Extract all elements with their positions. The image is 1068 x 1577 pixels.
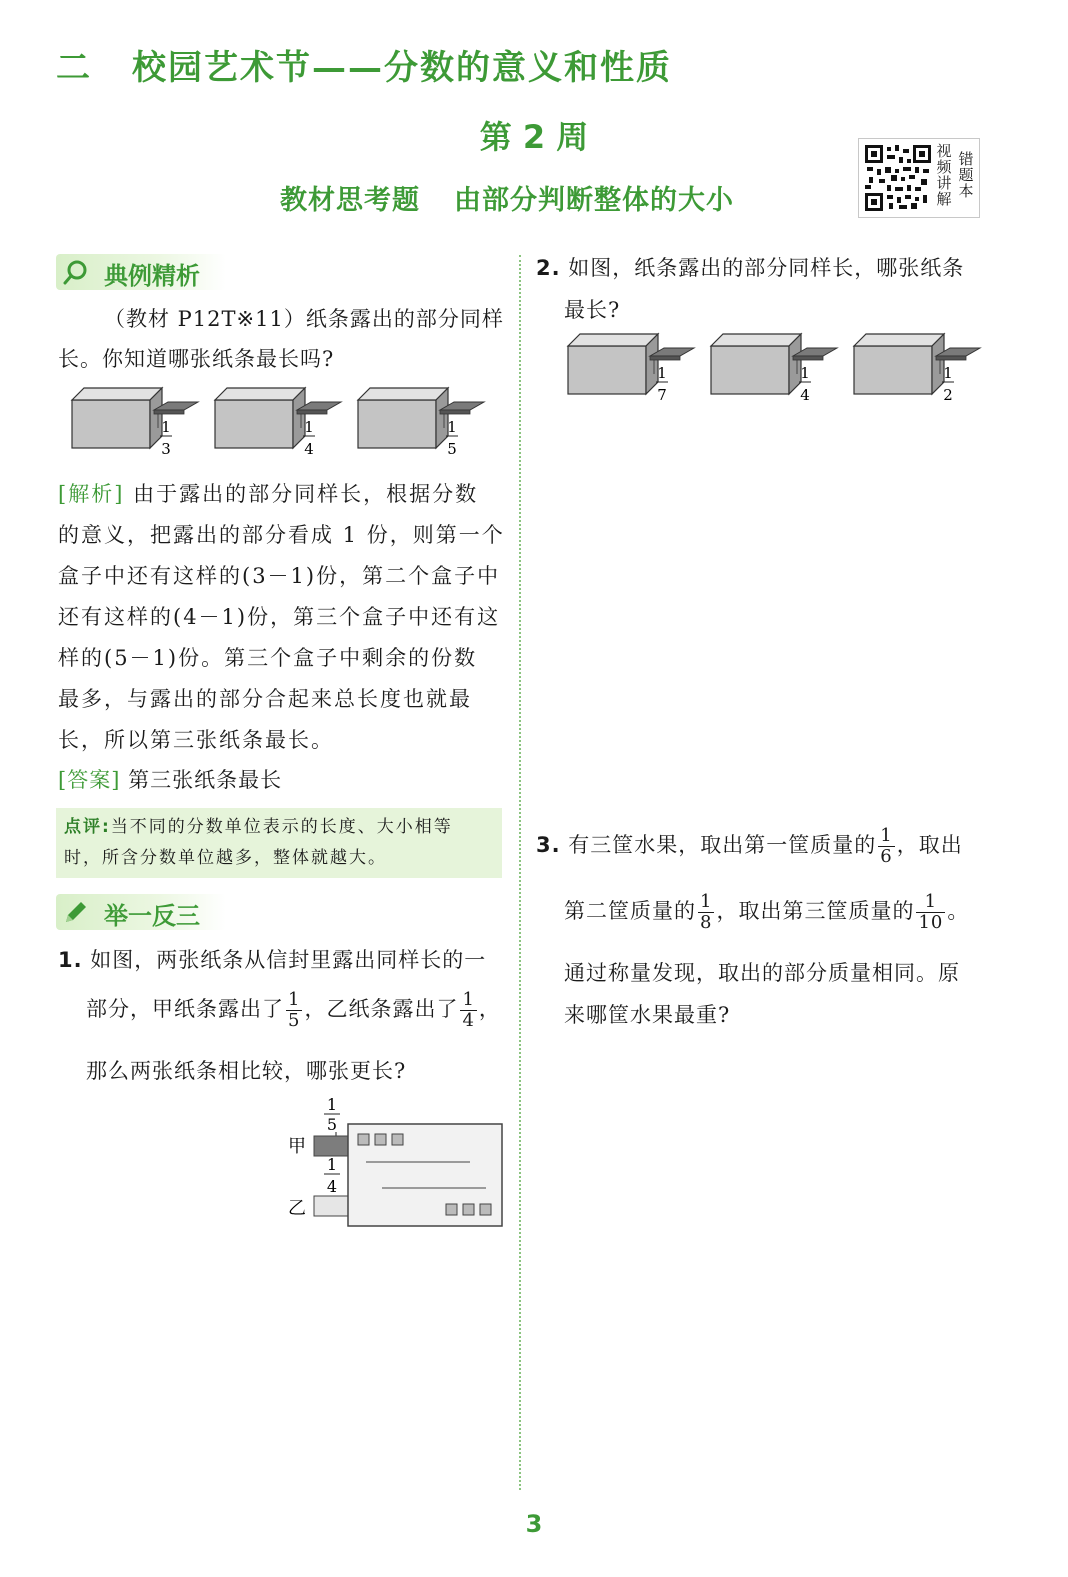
analysis-line: 盒子中还有这样的(3－1)份，第二个盒子中: [58, 564, 501, 588]
fraction-numerator: 1: [161, 418, 171, 436]
q3-number: 3.: [536, 833, 561, 857]
q1-line-1: 1. 如图，两张纸条从信封里露出同样长的一: [58, 948, 487, 972]
q1-line-2: 部分，甲纸条露出了 $\frac{1}{5}$ ，乙纸条露出了 $\frac{1}{4}$ ，: [86, 989, 501, 1031]
example-boxes-figure: [68, 384, 508, 474]
fraction-denominator: 2: [943, 386, 953, 404]
q2-number: 2.: [536, 256, 561, 280]
analysis-line: 由于露出的部分同样长，根据分数: [133, 482, 479, 506]
q3-line-3: 通过称量发现，取出的部分质量相同。原: [564, 961, 960, 985]
label-jia: 甲: [288, 1136, 306, 1157]
pencil-icon: [62, 898, 90, 926]
section-header-example: [56, 254, 226, 290]
fig-frac-yi-den: 4: [326, 1177, 338, 1196]
unit-title: [56, 40, 672, 89]
q2-box: [568, 334, 694, 404]
page-number: 3: [525, 1510, 543, 1538]
fig-frac-jia-num: 1: [326, 1095, 338, 1114]
unit-name: 校园艺术节——分数的意义和性质: [132, 48, 672, 88]
qr-label-mistakes: 错 题 本: [958, 150, 974, 200]
column-divider: [519, 255, 521, 1490]
analysis-line: 的意义，把露出的部分看成 1 份，则第一个: [58, 523, 505, 547]
subtitle-topic: 由部分判断整体的大小: [454, 185, 734, 216]
fraction-denominator: 4: [304, 440, 314, 458]
q3-line-2: 第二筐质量的 $\frac{1}{8}$ ，取出第三筐质量的 $\frac{1}{10}$ 。: [564, 891, 970, 933]
fraction: $\frac{1}{4}$: [462, 989, 475, 1031]
unit-number: 二: [56, 48, 92, 88]
envelope-figure: [280, 1094, 508, 1230]
comment-line: 时，所含分数单位越多，整体就越大。: [64, 848, 387, 868]
fig-frac-yi-num: 1: [326, 1155, 338, 1174]
q2-box: [854, 334, 980, 404]
fraction: $\frac{1}{10}$: [918, 891, 944, 933]
q1-line-3: 那么两张纸条相比较，哪张更长?: [86, 1059, 407, 1083]
fraction-numerator: 1: [304, 418, 314, 436]
qr-code-icon[interactable]: [865, 145, 931, 211]
answer-tag: [答案]: [58, 768, 121, 792]
fraction-denominator: 7: [657, 386, 667, 404]
fraction: $\frac{1}{6}$: [880, 825, 893, 867]
fraction-numerator: 1: [800, 364, 810, 382]
week-title: 第 2 周: [479, 118, 589, 156]
envelope: [348, 1124, 502, 1226]
answer-line: [58, 764, 282, 794]
comment-line: 当不同的分数单位表示的长度、大小相等: [110, 817, 453, 837]
q1-number: 1.: [58, 948, 83, 972]
example-box: [358, 388, 484, 458]
qr-label-video: 视 频 讲 解: [936, 142, 952, 208]
lesson-subtitle: [280, 178, 734, 217]
q2-boxes-figure: [564, 330, 1004, 420]
analysis-block: [58, 474, 505, 761]
answer-text: 第三张纸条最长: [128, 768, 283, 792]
example-problem-line-2: 长。你知道哪张纸条最长吗?: [58, 347, 335, 371]
analysis-tag: [解析]: [58, 482, 125, 506]
q3-line-4: 来哪筐水果最重?: [564, 1003, 731, 1027]
strip-jia: [314, 1136, 350, 1156]
analysis-line: 还有这样的(4－1)份，第三个盒子中还有这: [58, 605, 501, 629]
fraction-denominator: 4: [800, 386, 810, 404]
analysis-line: 样的(5－1)份。第三个盒子中剩余的份数: [58, 646, 478, 670]
q2-line-2: 最长?: [564, 298, 621, 322]
fraction: $\frac{1}{8}$: [700, 891, 713, 933]
fraction-numerator: 1: [657, 364, 667, 382]
example-box: [72, 388, 198, 458]
q3-line-1: 3. 有三筐水果，取出第一筐质量的 $\frac{1}{6}$ ，取出: [536, 825, 963, 867]
q2-line-1: 2. 如图，纸条露出的部分同样长，哪张纸条: [536, 256, 965, 280]
comment-label: 点评:: [64, 817, 111, 837]
fraction-denominator: 5: [447, 440, 457, 458]
magnifier-icon: [62, 258, 90, 286]
section-header-practice: [56, 894, 226, 930]
q2-box: [711, 334, 837, 404]
fraction-numerator: 1: [943, 364, 953, 382]
fig-frac-jia-den: 5: [326, 1115, 338, 1134]
strip-yi: [314, 1196, 350, 1216]
label-yi: 乙: [288, 1198, 306, 1219]
subtitle-category: 教材思考题: [280, 185, 420, 216]
example-box: [215, 388, 341, 458]
qr-code-panel[interactable]: [858, 138, 980, 218]
fraction-denominator: 3: [161, 440, 171, 458]
fraction-numerator: 1: [447, 418, 457, 436]
section-label: 举一反三: [104, 902, 200, 930]
comment-box: [56, 808, 502, 878]
fraction: $\frac{1}{5}$: [288, 989, 301, 1031]
section-label: 典例精析: [104, 262, 200, 290]
analysis-line: 最多，与露出的部分合起来总长度也就最: [58, 687, 472, 711]
example-problem-line-1: （教材 P12T※11）纸条露出的部分同样: [104, 307, 504, 331]
analysis-line: 长，所以第三张纸条最长。: [58, 728, 334, 752]
